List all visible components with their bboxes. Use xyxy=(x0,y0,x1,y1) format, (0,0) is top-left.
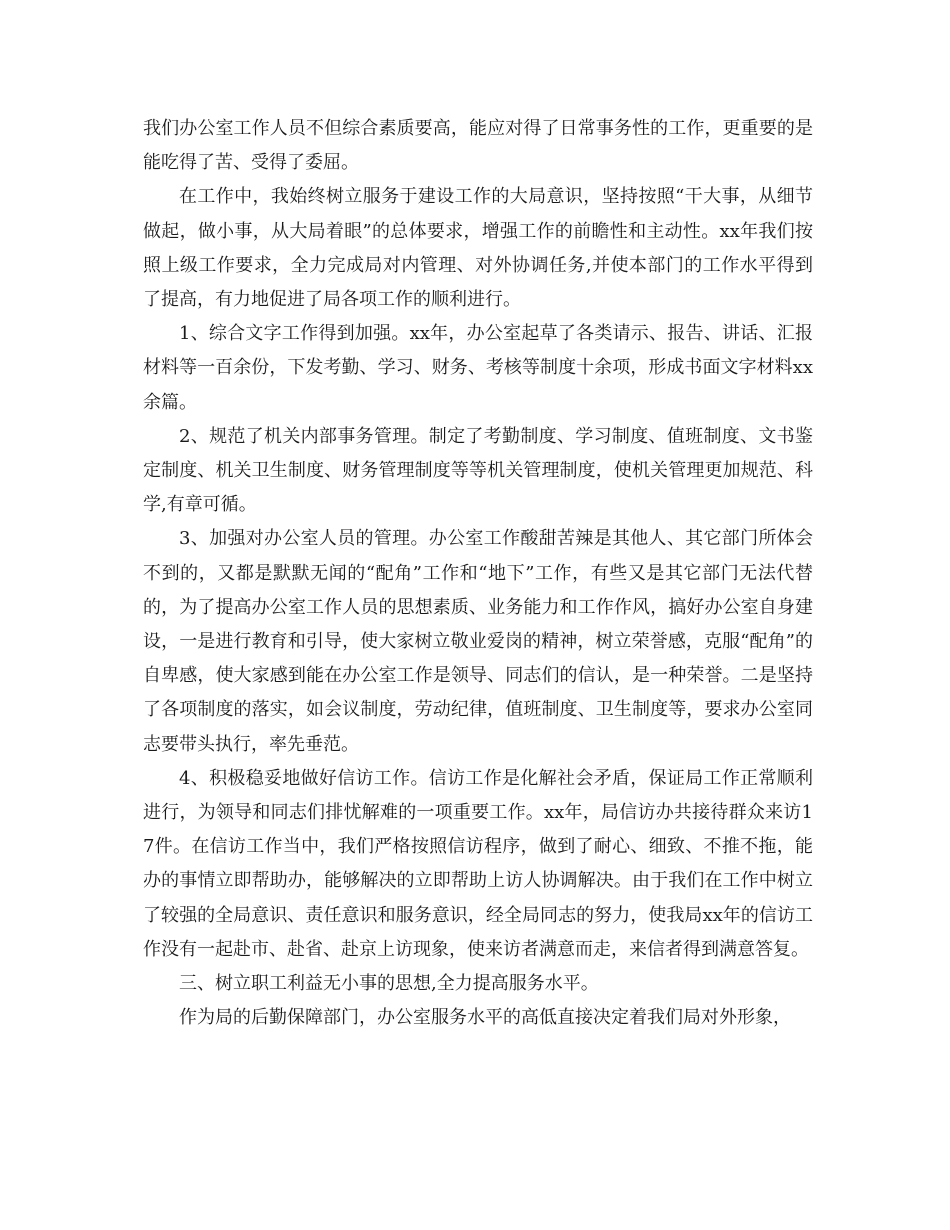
paragraph: 3、加强对办公室人员的管理。办公室工作酸甜苦辣是其他人、其它部门所体会不到的，又都是默默无闻的“配角”工作和“地下”工作，有些又是其它部门无法代替的，为了提高办公室工作人员的思想素质、业务能力和工作作风，搞好办公室自身建设，一是进行教育和引导，使大家树立敬业爱岗的精神，树立荣誉感，克服“配角”的自卑感，使大家感到能在办公室工作是领导、同志们的信认，是一种荣誉。二是坚持了各项制度的落实，如会议制度，劳动纪律，值班制度、卫生制度等，要求办公室同志要带头执行，率先垂范。 xyxy=(143,528,813,755)
paragraph: 4、积极稳妥地做好信访工作。信访工作是化解社会矛盾，保证局工作正常顺利进行，为领导和同志们排忧解难的一项重要工作。xx年，局信访办共接待群众来访17件。在信访工作当中，我们严格按照信访程序，做到了耐心、细致、不推不拖，能办的事情立即帮助办，能够解决的立即帮助上访人协调解决。由于我们在工作中树立了较强的全局意识、责任意识和服务意识，经全局同志的努力，使我局xx年的信访工作没有一起赴市、赴省、赴京上访现象，使来访者满意而走，来信者得到满意答复。 xyxy=(143,767,813,960)
section-heading: 三、树立职工利益无小事的思想,全力提高服务水平。 xyxy=(179,973,599,995)
document-page xyxy=(143,112,813,1035)
paragraph: 作为局的后勤保障部门，办公室服务水平的高低直接决定着我们局对外形象， xyxy=(179,1007,791,1029)
paragraph: 2、规范了机关内部事务管理。制定了考勤制度、学习制度、值班制度、文书鉴定制度、机关卫生制度、财务管理制度等等机关管理制度，使机关管理更加规范、科学,有章可循。 xyxy=(143,425,813,516)
paragraph: 1、综合文字工作得到加强。xx年，办公室起草了各类请示、报告、讲话、汇报材料等一百余份，下发考勤、学习、财务、考核等制度十余项，形成书面文字材料xx余篇。 xyxy=(143,323,813,413)
paragraph: 在工作中，我始终树立服务于建设工作的大局意识，坚持按照“干大事，从细节做起，做小事，从大局着眼”的总体要求，增强工作的前瞻性和主动性。xx年我们按照上级工作要求，全力完成局对内管理、对外协调任务,并使本部门的工作水平得到了提高，有力地促进了局各项工作的顺利进行。 xyxy=(143,186,813,311)
paragraph: 我们办公室工作人员不但综合素质要高，能应对得了日常事务性的工作，更重要的是能吃得了苦、受得了委屈。 xyxy=(143,118,813,174)
